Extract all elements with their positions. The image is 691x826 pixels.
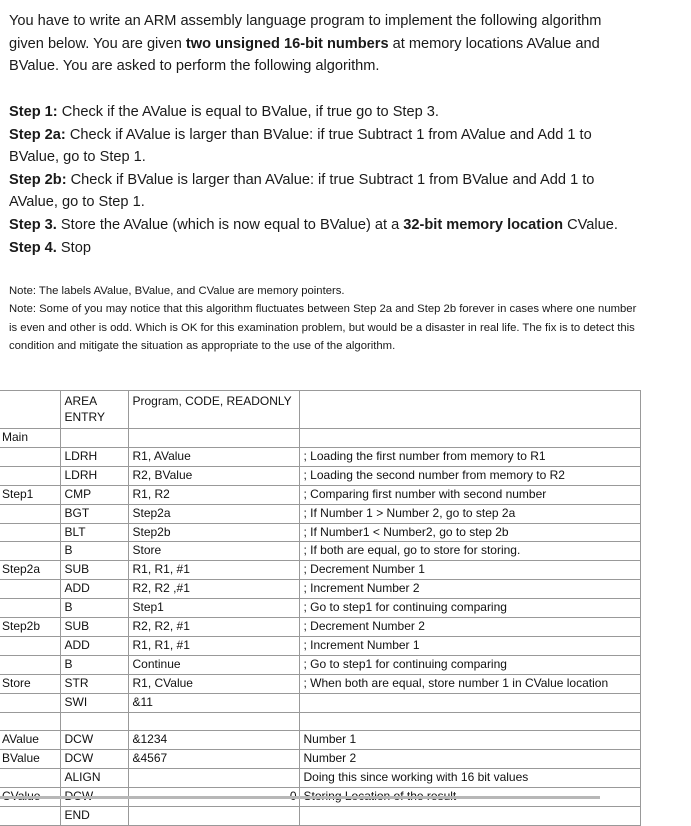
intro-text-2: at memory locations AValue and BValue. You are asked to perform the following algorithm.: [9, 35, 600, 74]
code-label: [0, 504, 60, 523]
code-label: BValue: [0, 750, 60, 769]
code-label: [0, 636, 60, 655]
code-label: [0, 447, 60, 466]
code-comment: Number 2: [299, 750, 640, 769]
code-comment: ; If Number1 < Number2, go to step 2b: [299, 523, 640, 542]
code-operands: R1, R1, #1: [128, 636, 299, 655]
code-operands: &4567: [128, 750, 299, 769]
intro-text-1: You have to write an ARM assembly language program to implement the following algorithm given below. You are given: [9, 13, 602, 52]
intro-bold-text: two unsigned 16-bit numbers: [185, 35, 389, 52]
code-operands: [128, 712, 299, 731]
step-3-text-b: CValue.: [563, 216, 618, 233]
code-instruction: [60, 429, 128, 448]
table-header-row: [0, 391, 640, 429]
code-comment: Doing this since working with 16 bit values: [299, 769, 640, 788]
code-instruction: CMP: [60, 485, 128, 504]
table-row: [0, 485, 640, 504]
code-comment: Number 1: [299, 731, 640, 750]
code-instruction: DCW: [60, 731, 128, 750]
code-label: Store: [0, 674, 60, 693]
code-operands: R1, CValue: [128, 674, 299, 693]
table-row: [0, 580, 640, 599]
code-operands: R2, R2 ,#1: [128, 580, 299, 599]
code-instruction: B: [60, 655, 128, 674]
table-row: [0, 693, 640, 712]
code-operands: Step1: [128, 599, 299, 618]
code-instruction: BGT: [60, 504, 128, 523]
area-operands: Program, CODE, READONLY: [128, 391, 299, 429]
code-label: [0, 807, 60, 826]
code-comment: ; When both are equal, store number 1 in CValue location: [299, 674, 640, 693]
code-instruction: ADD: [60, 636, 128, 655]
code-label: Main: [0, 429, 60, 448]
table-row: [0, 712, 640, 731]
code-instruction: B: [60, 542, 128, 561]
note-2: Note: Some of you may notice that this algorithm fluctuates between Step 2a and Step 2b forever in cases where one number is even and other is odd. Which is OK for this examination problem, but would be a disaster in real life. The fix is to detect this condition and mitigate the situation as appropriate to the use of the algorithm.: [9, 303, 637, 353]
code-label: [0, 599, 60, 618]
table-row: [0, 636, 640, 655]
code-instruction: END: [60, 807, 128, 826]
code-label: [0, 542, 60, 561]
step-2b: [9, 169, 609, 214]
step-3-label: Step 3.: [9, 216, 57, 233]
table-row: [0, 655, 640, 674]
label-cell: [0, 391, 60, 429]
code-label: [0, 466, 60, 485]
table-row: [0, 561, 640, 580]
code-label: [0, 655, 60, 674]
step-2b-text: Check if BValue is larger than AValue: if true Subtract 1 from BValue and Add 1 to AValue, go to Step 1.: [9, 171, 595, 211]
step-4-text: Stop: [56, 239, 91, 256]
code-label: Step1: [0, 485, 60, 504]
table-row: [0, 504, 640, 523]
code-operands: R1, AValue: [128, 447, 299, 466]
note-1: Note: The labels AValue, BValue, and CValue are memory pointers.: [9, 285, 345, 297]
bottom-rule: [0, 796, 600, 799]
code-operands: &1234: [128, 731, 299, 750]
code-instruction: LDRH: [60, 447, 128, 466]
table-row: [0, 429, 640, 448]
table-row: [0, 466, 640, 485]
directive-cell: [60, 391, 128, 429]
table-row: [0, 523, 640, 542]
table-row: [0, 542, 640, 561]
code-label: [0, 523, 60, 542]
code-label: [0, 580, 60, 599]
code-label: Step2a: [0, 561, 60, 580]
code-comment: ; Increment Number 2: [299, 580, 640, 599]
code-comment: ; Go to step1 for continuing comparing: [299, 599, 640, 618]
code-instruction: LDRH: [60, 466, 128, 485]
code-operands: [128, 769, 299, 788]
code-instruction: STR: [60, 674, 128, 693]
code-instruction: B: [60, 599, 128, 618]
step-2b-label: Step 2b:: [9, 171, 67, 188]
code-comment: [299, 429, 640, 448]
code-comment: ; Decrement Number 1: [299, 561, 640, 580]
code-comment: ; Loading the first number from memory to R1: [299, 447, 640, 466]
code-comment: [299, 807, 640, 826]
code-operands: Continue: [128, 655, 299, 674]
code-comment: ; Loading the second number from memory to R2: [299, 466, 640, 485]
code-comment: ; Increment Number 1: [299, 636, 640, 655]
step-2a-label: Step 2a:: [9, 126, 66, 143]
table-row: [0, 447, 640, 466]
algorithm-steps: [9, 101, 649, 259]
code-label: [0, 693, 60, 712]
table-row: [0, 599, 640, 618]
assembly-code-table: [0, 390, 641, 826]
code-comment: ; Go to step1 for continuing comparing: [299, 655, 640, 674]
code-comment: [299, 693, 640, 712]
code-operands: R2, R2, #1: [128, 618, 299, 637]
code-comment: ; Comparing first number with second number: [299, 485, 640, 504]
code-label: AValue: [0, 731, 60, 750]
table-row: [0, 769, 640, 788]
table-row: [0, 750, 640, 769]
entry-directive: ENTRY: [64, 410, 105, 424]
notes-section: [9, 282, 639, 356]
code-operands: [128, 429, 299, 448]
code-instruction: SWI: [60, 693, 128, 712]
code-label: [0, 769, 60, 788]
step-3: [9, 214, 649, 237]
area-directive: AREA: [64, 394, 98, 408]
code-instruction: SUB: [60, 618, 128, 637]
step-4: [9, 237, 649, 260]
code-operands: R1, R2: [128, 485, 299, 504]
code-comment: ; If Number 1 > Number 2, go to step 2a: [299, 504, 640, 523]
code-operands: &11: [128, 693, 299, 712]
code-comment: ; If both are equal, go to store for storing.: [299, 542, 640, 561]
code-instruction: BLT: [60, 523, 128, 542]
code-operands: [128, 807, 299, 826]
step-3-bold: 32-bit memory location: [403, 216, 564, 233]
table-row: [0, 618, 640, 637]
code-operands: Step2a: [128, 504, 299, 523]
code-instruction: DCW: [60, 750, 128, 769]
step-1-text: Check if the AValue is equal to BValue, if true go to Step 3.: [57, 104, 439, 120]
step-1: [9, 101, 649, 124]
table-row: [0, 674, 640, 693]
code-operands: Store: [128, 542, 299, 561]
code-instruction: SUB: [60, 561, 128, 580]
code-instruction: ADD: [60, 580, 128, 599]
comment-cell: [299, 391, 640, 429]
code-label: Step2b: [0, 618, 60, 637]
code-label: [0, 712, 60, 731]
code-operands: R2, BValue: [128, 466, 299, 485]
step-2a: [9, 124, 609, 169]
code-comment: ; Decrement Number 2: [299, 618, 640, 637]
code-instruction: [60, 712, 128, 731]
code-operands: Step2b: [128, 523, 299, 542]
intro-paragraph: [9, 10, 629, 78]
step-4-label: Step 4.: [9, 239, 57, 256]
code-operands: R1, R1, #1: [128, 561, 299, 580]
table-row: [0, 731, 640, 750]
step-3-text-a: Store the AValue (which is now equal to BValue) at a: [56, 216, 404, 233]
code-instruction: ALIGN: [60, 769, 128, 788]
step-2a-text: Check if AValue is larger than BValue: if true Subtract 1 from AValue and Add 1 to BValue, go to Step 1.: [9, 126, 592, 166]
code-comment: [299, 712, 640, 731]
step-1-label: Step 1:: [9, 104, 58, 120]
table-row: [0, 807, 640, 826]
